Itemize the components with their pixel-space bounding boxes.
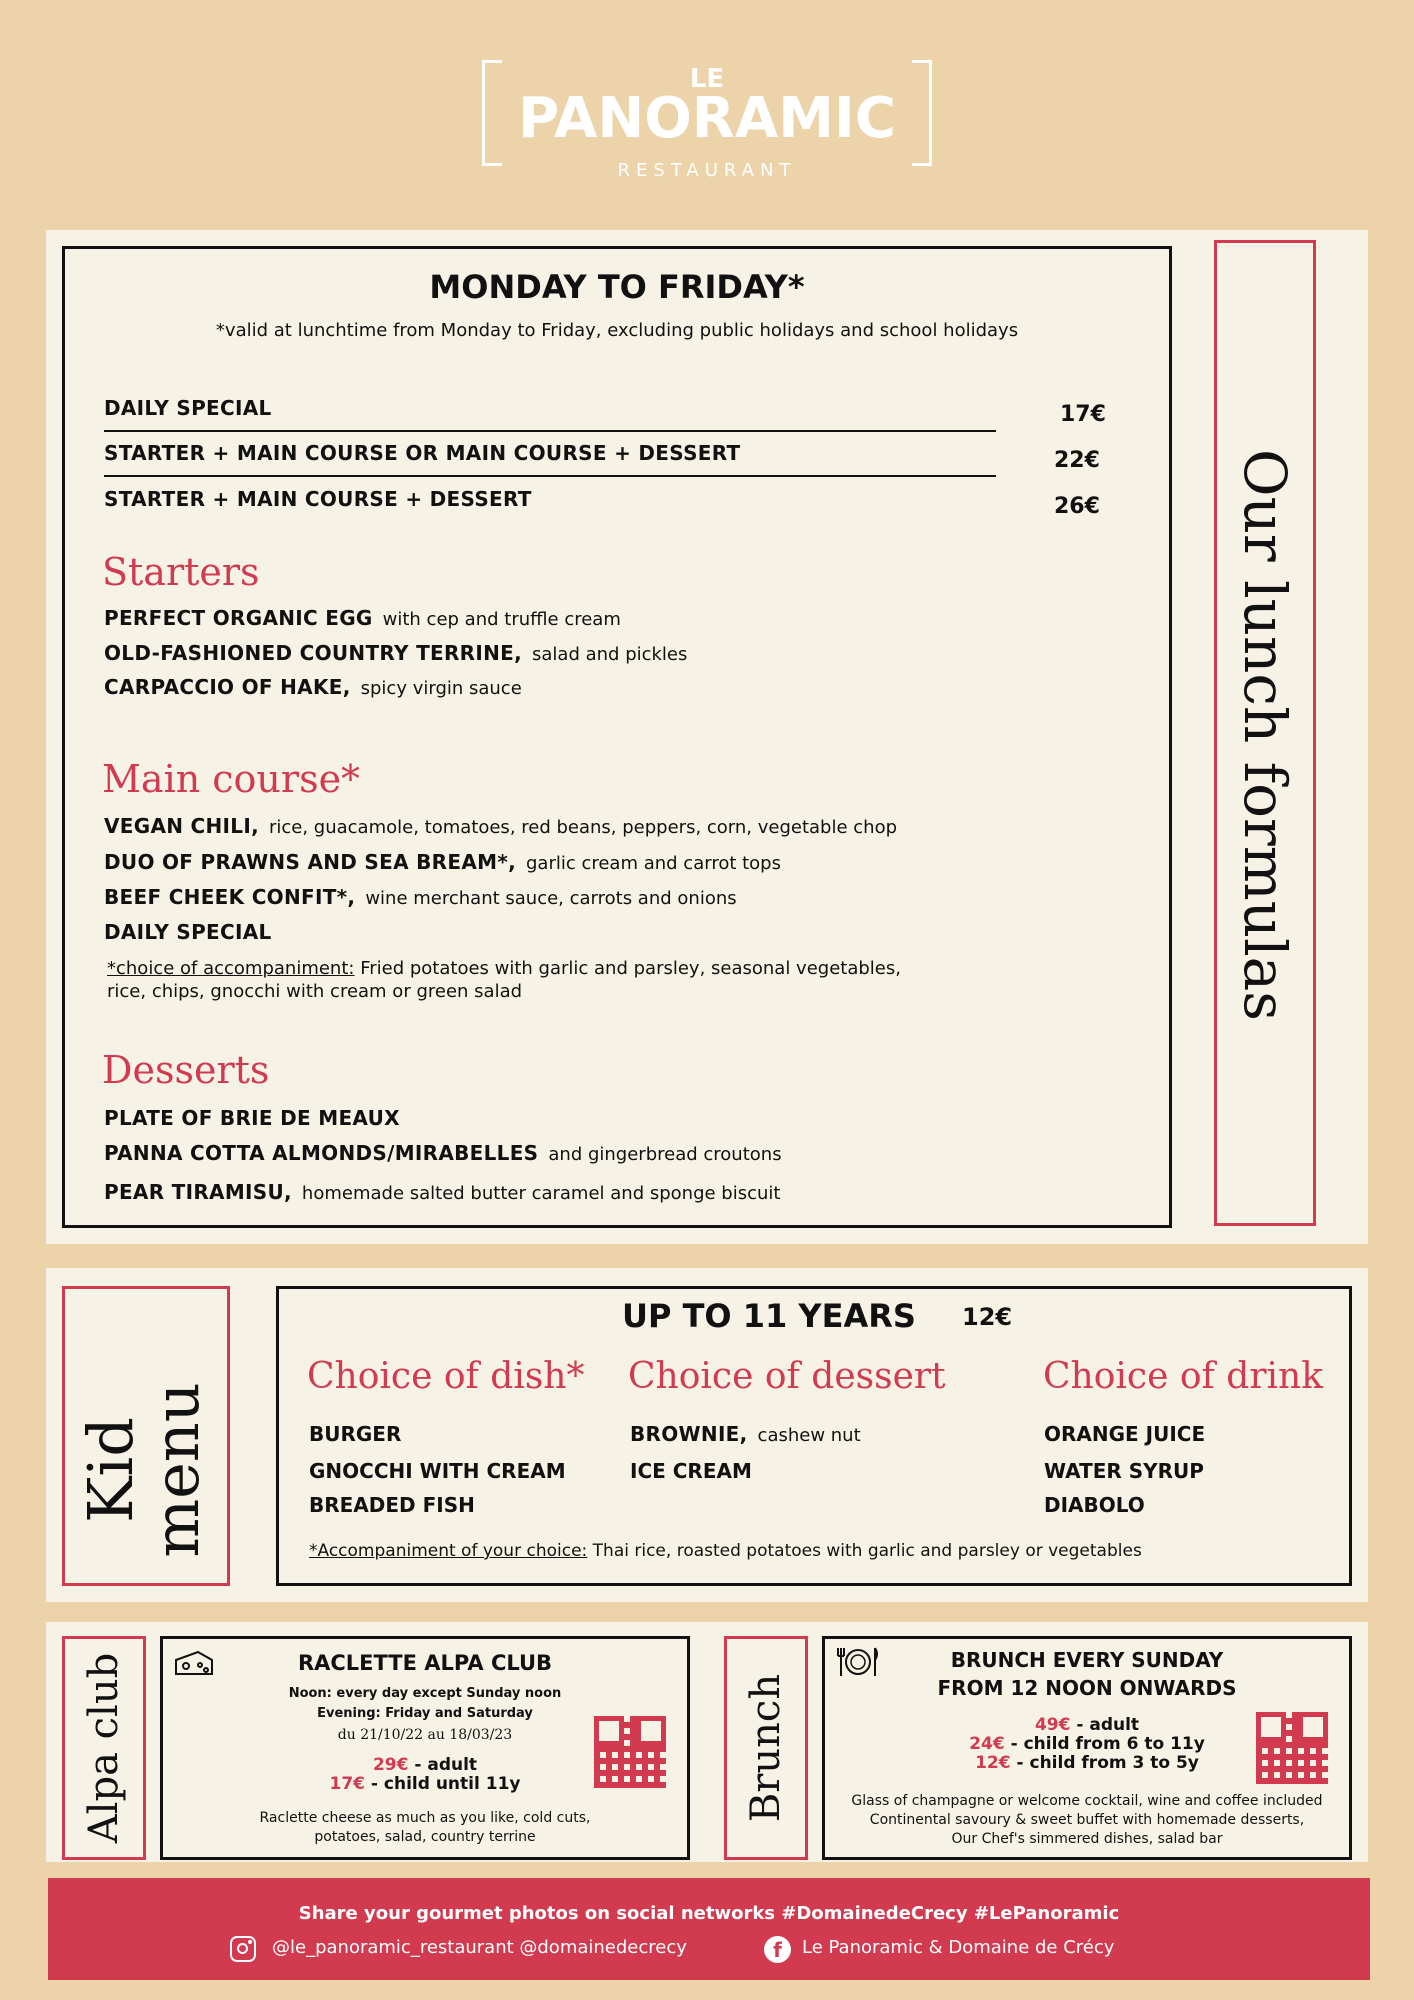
logo bbox=[482, 60, 932, 181]
alpa-price-child: 17€ - child until 11y bbox=[329, 1774, 521, 1794]
list-item: BROWNIE, cashew nut bbox=[630, 1422, 861, 1446]
logo-main: PANORAMIC bbox=[518, 86, 896, 151]
kid-heading: UP TO 11 YEARS bbox=[622, 1297, 916, 1335]
list-item: BREADED FISH bbox=[309, 1493, 475, 1517]
brunch-desc3: Our Chef's simmered dishes, salad bar bbox=[951, 1831, 1223, 1847]
alpa-desc2: potatoes, salad, country terrine bbox=[314, 1829, 536, 1845]
footer-facebook[interactable]: Le Panoramic & Domaine de Crécy bbox=[802, 1937, 1115, 1958]
brunch-heading2: FROM 12 NOON ONWARDS bbox=[937, 1676, 1237, 1700]
kid-side-title: Kid menu bbox=[74, 1382, 213, 1558]
brunch-price-1: 49€ - adult bbox=[1034, 1715, 1140, 1735]
formula-name: STARTER + MAIN COURSE + DESSERT bbox=[104, 487, 532, 511]
footer-share: Share your gourmet photos on social networks #DomainedeCrecy #LePanoramic bbox=[298, 1903, 1120, 1924]
starters-title: Starters bbox=[102, 550, 260, 594]
alpa-heading: RACLETTE ALPA CLUB bbox=[297, 1651, 553, 1675]
list-item: DUO OF PRAWNS AND SEA BREAM*, garlic cream and carrot tops bbox=[104, 850, 781, 874]
formula-price: 17€ bbox=[1060, 402, 1106, 427]
brunch-desc2: Continental savoury & sweet buffet with homemade desserts, bbox=[869, 1812, 1305, 1828]
kid-dish-title: Choice of dish* bbox=[307, 1356, 585, 1397]
list-item: GNOCCHI WITH CREAM bbox=[309, 1459, 566, 1483]
list-item: VEGAN CHILI, rice, guacamole, tomatoes, red beans, peppers, corn, vegetable chop bbox=[104, 814, 898, 838]
formula-price: 22€ bbox=[1054, 448, 1100, 473]
list-item: ICE CREAM bbox=[630, 1459, 752, 1483]
alpa-line2: Evening: Friday and Saturday bbox=[317, 1706, 533, 1721]
list-item: PLATE OF BRIE DE MEAUX bbox=[104, 1106, 400, 1130]
kid-price: 12€ bbox=[962, 1303, 1013, 1331]
formula-name: STARTER + MAIN COURSE OR MAIN COURSE + DESSERT bbox=[104, 441, 741, 465]
list-item: PANNA COTTA ALMONDS/MIRABELLES and gingerbread croutons bbox=[104, 1141, 782, 1165]
alpa-line3: du 21/10/22 au 18/03/23 bbox=[337, 1727, 513, 1743]
footer-instagram[interactable]: @le_panoramic_restaurant @domainedecrecy bbox=[272, 1937, 687, 1958]
lunch-side-title: Our lunch formulas bbox=[1231, 449, 1299, 1021]
alpa-desc1: Raclette cheese as much as you like, cold cuts, bbox=[259, 1810, 591, 1826]
footer bbox=[48, 1878, 1370, 1980]
list-item: PERFECT ORGANIC EGG with cep and truffle cream bbox=[104, 606, 621, 630]
kid-accompaniment-note: *Accompaniment of your choice: Thai rice, roasted potatoes with garlic and parsley or vegetables bbox=[309, 1541, 1142, 1561]
formula-price: 26€ bbox=[1054, 494, 1100, 519]
divider bbox=[104, 430, 996, 432]
divider bbox=[104, 475, 996, 477]
kid-drink-title: Choice of drink bbox=[1043, 1356, 1324, 1397]
accompaniment-note: *choice of accompaniment: Fried potatoes with garlic and parsley, seasonal vegetables, rice, chips, gnocchi with cream or green salad bbox=[107, 958, 901, 1002]
list-item: PEAR TIRAMISU, homemade salted butter caramel and sponge biscuit bbox=[104, 1180, 781, 1204]
list-item: DIABOLO bbox=[1044, 1493, 1145, 1517]
list-item: WATER SYRUP bbox=[1044, 1459, 1204, 1483]
list-item: OLD-FASHIONED COUNTRY TERRINE, salad and pickles bbox=[104, 641, 688, 665]
facebook-icon[interactable]: f bbox=[764, 1936, 791, 1963]
brunch-price-2: 24€ - child from 6 to 11y bbox=[969, 1734, 1205, 1754]
alpa-qr-code bbox=[594, 1716, 666, 1788]
logo-top: LE bbox=[689, 64, 725, 94]
alpa-line1: Noon: every day except Sunday noon bbox=[288, 1686, 562, 1701]
list-item: BURGER bbox=[309, 1422, 402, 1446]
alpa-side-title: Alpa club bbox=[81, 1652, 127, 1844]
logo-sub: RESTAURANT bbox=[617, 160, 797, 181]
formula-name: DAILY SPECIAL bbox=[104, 396, 272, 420]
brunch-side-title: Brunch bbox=[743, 1673, 789, 1823]
main-course-title: Main course* bbox=[102, 757, 361, 801]
list-item: BEEF CHEEK CONFIT*, wine merchant sauce, carrots and onions bbox=[104, 885, 737, 909]
kid-dessert-title: Choice of dessert bbox=[628, 1356, 946, 1397]
brunch-heading1: BRUNCH EVERY SUNDAY bbox=[950, 1648, 1224, 1672]
brunch-qr-code bbox=[1256, 1712, 1328, 1784]
lunch-note: *valid at lunchtime from Monday to Friday, excluding public holidays and school holidays bbox=[215, 320, 1019, 341]
instagram-icon[interactable] bbox=[230, 1936, 256, 1962]
desserts-title: Desserts bbox=[102, 1048, 270, 1092]
list-item: ORANGE JUICE bbox=[1044, 1422, 1206, 1446]
list-item: DAILY SPECIAL bbox=[104, 920, 272, 944]
lunch-heading: MONDAY TO FRIDAY* bbox=[429, 268, 805, 306]
brunch-price-3: 12€ - child from 3 to 5y bbox=[975, 1753, 1199, 1773]
brunch-desc1: Glass of champagne or welcome cocktail, wine and coffee included bbox=[851, 1793, 1323, 1809]
list-item: CARPACCIO OF HAKE, spicy virgin sauce bbox=[104, 675, 522, 699]
alpa-price-adult: 29€ - adult bbox=[372, 1755, 478, 1775]
